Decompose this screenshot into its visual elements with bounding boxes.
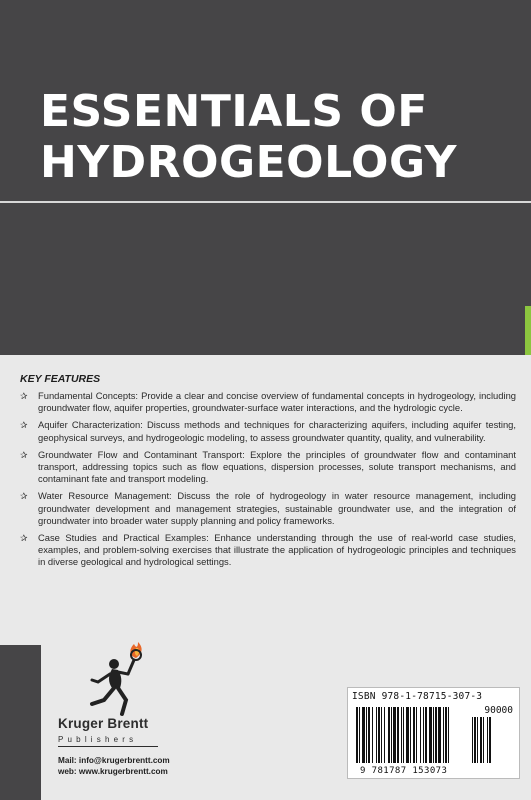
cover-bottom-band: [0, 645, 41, 800]
price-code: 90000: [484, 705, 513, 716]
star-bullet-icon: ✰: [20, 449, 28, 460]
feature-text: Groundwater Flow and Contaminant Transport: Explore the principles of groundwater flow and contaminant transport, addressing topics such as flow equations, dispersion processes, solute transport mechanisms, and contaminant fate and transport modeling.: [38, 448, 516, 485]
title-divider: [0, 201, 531, 203]
key-features-section: [20, 373, 516, 574]
star-bullet-icon: ✰: [20, 391, 28, 401]
isbn-label: ISBN 978-1-78715-307-3: [352, 691, 483, 702]
publisher-divider: [58, 746, 158, 747]
star-bullet-icon: ✰: [20, 533, 28, 544]
feature-item: [20, 449, 516, 486]
key-features-heading: KEY FEATURES: [20, 373, 101, 385]
barcode-icon: [354, 703, 514, 767]
publisher-name: Kruger Brentt: [58, 716, 149, 731]
feature-item: [20, 390, 516, 414]
book-title: [40, 86, 457, 188]
feature-text: Fundamental Concepts: Provide a clear and concise overview of fundamental concepts in hydrogeology, including groundwater flow, aquifer properties, groundwater-surface water interactions, and the hydrologic cycle.: [38, 390, 516, 414]
publisher-subtitle: Publishers: [58, 735, 138, 744]
barcode-block: [347, 687, 520, 779]
feature-text: Case Studies and Practical Examples: Enhance understanding through the use of real-world case studies, examples, and problem-solving exercises that illustrate the application of hydrogeologic principles and techniques in diverse geological and hydrological settings.: [38, 532, 516, 568]
feature-text: Water Resource Management: Discuss the role of hydrogeology in water resource management, including groundwater development and management strategies, sustainable groundwater use, and the integration of groundwater into broader water supply planning and policy frameworks.: [38, 490, 516, 526]
title-line-2: HYDROGEOLOGY: [40, 137, 457, 188]
torch-runner-logo-icon: [78, 642, 158, 720]
publisher-web: web: www.krugerbrentt.com: [58, 767, 168, 776]
feature-item: [20, 490, 516, 527]
feature-item: [20, 532, 516, 569]
feature-item: [20, 419, 516, 443]
star-bullet-icon: ✰: [20, 420, 28, 431]
publisher-mail: Mail: info@krugerbrentt.com: [58, 756, 170, 765]
title-line-1: ESSENTIALS OF: [40, 86, 428, 137]
accent-tab: [525, 306, 531, 355]
star-bullet-icon: ✰: [20, 491, 28, 502]
barcode-digits: 9 781787 153073: [360, 766, 448, 776]
feature-text: Aquifer Characterization: Discuss methods and techniques for characterizing aquifers, including aquifer testing, geophysical surveys, and hydrogeologic modeling, to assess groundwater quantity, quality, and vulnerability.: [38, 419, 516, 443]
